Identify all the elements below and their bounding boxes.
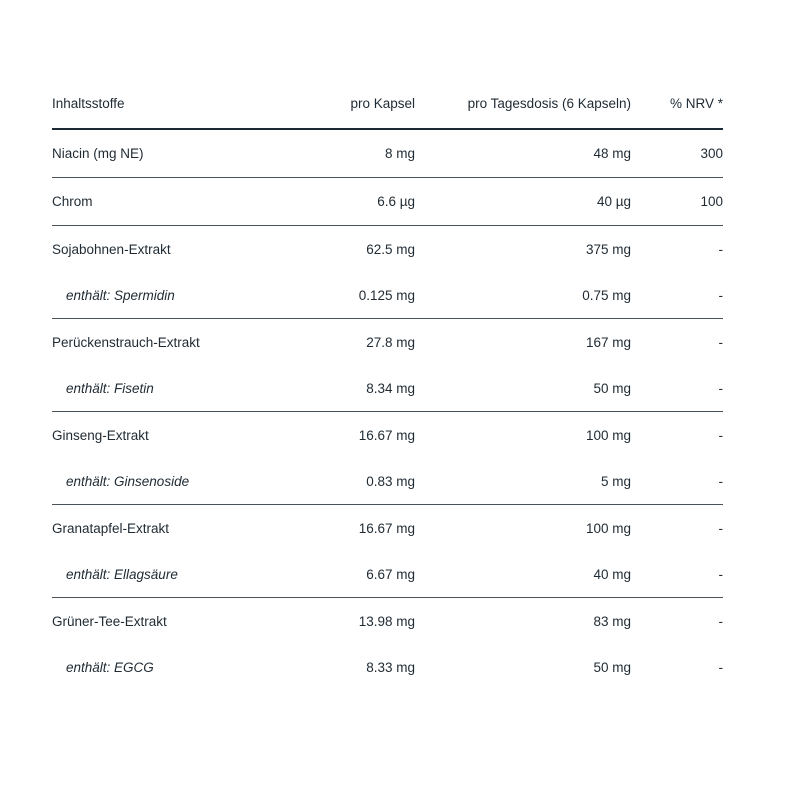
table-row <box>52 412 723 458</box>
table-subrow <box>52 458 723 504</box>
ingredient-name: Granatapfel-Extrakt <box>52 520 170 536</box>
per-capsule-value: 0.125 mg <box>358 287 415 303</box>
per-capsule-value: 6.6 µg <box>377 194 415 209</box>
per-daily-dose-value: 40 µg <box>596 194 631 209</box>
nrv-value: - <box>718 566 723 582</box>
nrv-value: - <box>718 241 723 257</box>
per-capsule-value: 8.34 mg <box>366 380 415 396</box>
nrv-value: - <box>718 287 723 303</box>
header-nrv: % NRV * <box>669 95 723 111</box>
per-capsule-value: 62.5 mg <box>366 241 415 257</box>
nrv-value: - <box>718 473 723 489</box>
table-subrow <box>52 365 723 411</box>
row-group-sojabohnen <box>52 226 723 319</box>
ingredient-name: Sojabohnen-Extrakt <box>52 241 171 257</box>
nrv-value: - <box>718 659 723 675</box>
table-header <box>52 78 723 130</box>
nrv-value: - <box>718 613 723 629</box>
table-subrow <box>52 272 723 318</box>
table-row <box>52 130 723 177</box>
nrv-value: - <box>718 380 723 396</box>
nrv-value: - <box>718 427 723 443</box>
per-daily-dose-value: 0.75 mg <box>582 287 631 303</box>
per-daily-dose-value: 375 mg <box>585 241 631 257</box>
ingredient-name: Chrom <box>52 194 93 209</box>
ingredient-name: Grüner-Tee-Extrakt <box>52 613 167 629</box>
per-capsule-value: 13.98 mg <box>358 613 415 629</box>
per-capsule-value: 8.33 mg <box>366 659 415 675</box>
row-group-chrom <box>52 178 723 226</box>
per-capsule-value: 27.8 mg <box>366 334 415 350</box>
nrv-value: - <box>718 334 723 350</box>
row-group-ginseng <box>52 412 723 505</box>
row-group-granatapfel <box>52 505 723 598</box>
per-daily-dose-value: 100 mg <box>585 520 631 536</box>
ingredient-name: enthält: Ginsenoside <box>66 473 190 489</box>
per-daily-dose-value: 50 mg <box>593 659 631 675</box>
header-per-daily-dose: pro Tagesdosis (6 Kapseln) <box>467 95 631 111</box>
per-capsule-value: 6.67 mg <box>366 566 415 582</box>
table-row <box>52 226 723 272</box>
ingredient-name: enthält: EGCG <box>66 659 154 675</box>
nrv-value: - <box>718 520 723 536</box>
ingredient-name: enthält: Ellagsäure <box>66 566 178 582</box>
table-row <box>52 319 723 365</box>
row-group-gruener-tee <box>52 598 723 690</box>
ingredient-name: Ginseng-Extrakt <box>52 427 149 443</box>
per-daily-dose-value: 48 mg <box>593 146 631 161</box>
per-capsule-value: 8 mg <box>384 146 415 161</box>
row-group-niacin <box>52 130 723 178</box>
header-ingredient: Inhaltsstoffe <box>52 95 125 111</box>
ingredient-name: Niacin (mg NE) <box>52 146 144 161</box>
ingredient-name: Perückenstrauch-Extrakt <box>52 334 200 350</box>
header-per-capsule: pro Kapsel <box>350 95 415 111</box>
per-daily-dose-value: 100 mg <box>585 427 631 443</box>
nrv-value: 100 <box>700 194 723 209</box>
per-daily-dose-value: 5 mg <box>600 473 631 489</box>
ingredient-name: enthält: Spermidin <box>66 287 175 303</box>
table-subrow <box>52 551 723 597</box>
table-row <box>52 505 723 551</box>
per-daily-dose-value: 50 mg <box>593 380 631 396</box>
per-capsule-value: 0.83 mg <box>366 473 415 489</box>
per-capsule-value: 16.67 mg <box>358 427 415 443</box>
table-row <box>52 598 723 644</box>
nutrition-table <box>52 78 723 690</box>
row-group-perueckenstrauch <box>52 319 723 412</box>
per-capsule-value: 16.67 mg <box>358 520 415 536</box>
table-subrow <box>52 644 723 690</box>
per-daily-dose-value: 167 mg <box>585 334 631 350</box>
per-daily-dose-value: 83 mg <box>593 613 631 629</box>
table-row <box>52 178 723 225</box>
per-daily-dose-value: 40 mg <box>593 566 631 582</box>
nrv-value: 300 <box>700 146 723 161</box>
ingredient-name: enthält: Fisetin <box>66 380 154 396</box>
